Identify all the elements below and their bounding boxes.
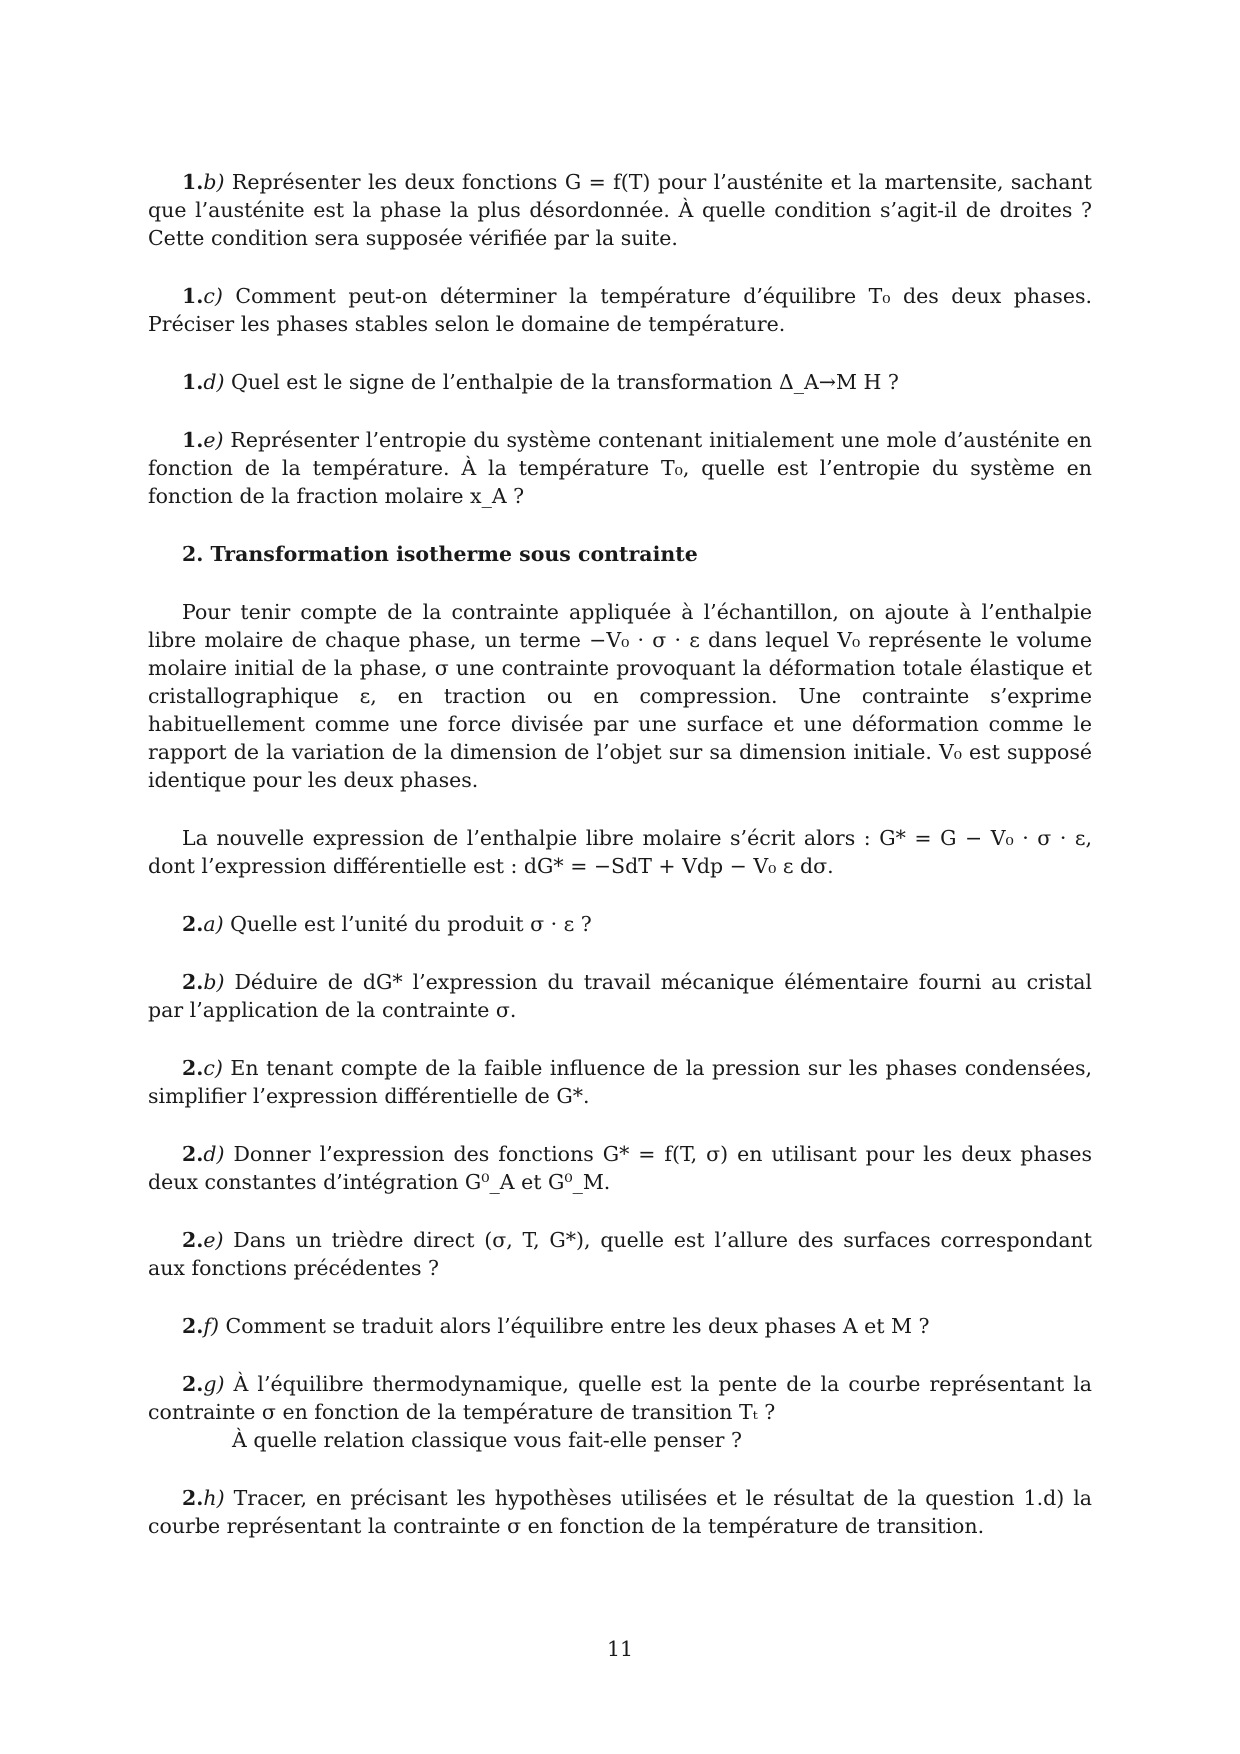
- question-label: d): [203, 1142, 225, 1166]
- question-subtext: À quelle relation classique vous fait-elle penser ?: [232, 1428, 742, 1452]
- question-2b: [148, 968, 1092, 1024]
- question-text: Dans un trièdre direct (σ, T, G*), quelle est l’allure des surfaces correspondant aux fonctions précédentes ?: [148, 1228, 1092, 1280]
- question-text: Représenter l’entropie du système contenant initialement une mole d’austénite en fonction de la température. À la température T₀, quelle est l’entropie du système en fonction de la fraction molaire x_A ?: [148, 428, 1092, 508]
- question-2g: [148, 1370, 1092, 1454]
- question-label: c): [203, 1056, 223, 1080]
- question-1e: [148, 426, 1092, 510]
- question-text: Donner l’expression des fonctions G* = f(T, σ) en utilisant pour les deux phases deux constantes d’intégration G⁰_A et G⁰_M.: [148, 1142, 1092, 1194]
- question-number: 2.: [182, 1228, 204, 1252]
- question-2h: [148, 1484, 1092, 1540]
- question-label: e): [203, 428, 224, 452]
- question-number: 2.: [182, 1142, 204, 1166]
- question-text: À l’équilibre thermodynamique, quelle est la pente de la courbe représentant la contrainte σ en fonction de la température de transition Tₜ ?: [148, 1372, 1092, 1424]
- question-number: 2.: [182, 970, 204, 994]
- question-label: g): [203, 1372, 225, 1396]
- question-label: f): [203, 1314, 219, 1338]
- section-paragraph-2: La nouvelle expression de l’enthalpie libre molaire s’écrit alors : G* = G − V₀ · σ · ε, dont l’expression différentielle est : dG* = −SdT + Vdp − V₀ ε dσ.: [148, 826, 1092, 878]
- question-text: Comment se traduit alors l’équilibre entre les deux phases A et M ?: [219, 1314, 930, 1338]
- question-label: b): [203, 170, 225, 194]
- page-content: [148, 168, 1092, 1570]
- question-2d: [148, 1140, 1092, 1196]
- question-number: 2.: [182, 1486, 204, 1510]
- question-label: a): [203, 912, 224, 936]
- section-paragraph-1: Pour tenir compte de la contrainte appliquée à l’échantillon, on ajoute à l’enthalpie libre molaire de chaque phase, un terme −V₀ · σ · ε dans lequel V₀ représente le volume molaire initial de la phase, σ une contrainte provoquant la déformation totale élastique et cristallographique ε, en traction ou en compression. Une contrainte s’exprime habituellement comme une force divisée par une surface et une déformation comme le rapport de la variation de la dimension de l’objet sur sa dimension initiale. V₀ est supposé identique pour les deux phases.: [148, 600, 1092, 792]
- question-number: 2.: [182, 912, 204, 936]
- question-1d: [148, 368, 1092, 396]
- question-number: 2.: [182, 1056, 204, 1080]
- question-2e: [148, 1226, 1092, 1282]
- question-number: 1.: [182, 284, 204, 308]
- question-text: Quel est le signe de l’enthalpie de la transformation Δ_A→M H ?: [224, 370, 899, 394]
- question-number: 1.: [182, 170, 204, 194]
- question-label: c): [203, 284, 223, 308]
- question-number: 2.: [182, 1372, 204, 1396]
- section-heading: 2. Transformation isotherme sous contrainte: [182, 542, 698, 566]
- question-2c: [148, 1054, 1092, 1110]
- question-number: 1.: [182, 370, 204, 394]
- question-text: Quelle est l’unité du produit σ · ε ?: [223, 912, 592, 936]
- question-2a: [148, 910, 1092, 938]
- question-label: e): [203, 1228, 224, 1252]
- question-number: 1.: [182, 428, 204, 452]
- page-number: 11: [606, 1637, 634, 1661]
- question-1c: [148, 282, 1092, 338]
- question-label: b): [203, 970, 225, 994]
- question-label: d): [203, 370, 225, 394]
- question-label: h): [203, 1486, 225, 1510]
- question-text: En tenant compte de la faible influence de la pression sur les phases condensées, simplifier l’expression différentielle de G*.: [148, 1056, 1092, 1108]
- question-text: Comment peut-on déterminer la température d’équilibre T₀ des deux phases. Préciser les phases stables selon le domaine de température.: [148, 284, 1092, 336]
- question-text: Déduire de dG* l’expression du travail mécanique élémentaire fourni au cristal par l’application de la contrainte σ.: [148, 970, 1092, 1022]
- question-2f: [148, 1312, 1092, 1340]
- question-text: Représenter les deux fonctions G = f(T) pour l’austénite et la martensite, sachant que l’austénite est la phase la plus désordonnée. À quelle condition s’agit-il de droites ? Cette condition sera supposée vérifiée par la suite.: [148, 170, 1092, 250]
- question-number: 2.: [182, 1314, 204, 1338]
- question-text: Tracer, en précisant les hypothèses utilisées et le résultat de la question 1.d) la courbe représentant la contrainte σ en fonction de la température de transition.: [148, 1486, 1092, 1538]
- question-1b: [148, 168, 1092, 252]
